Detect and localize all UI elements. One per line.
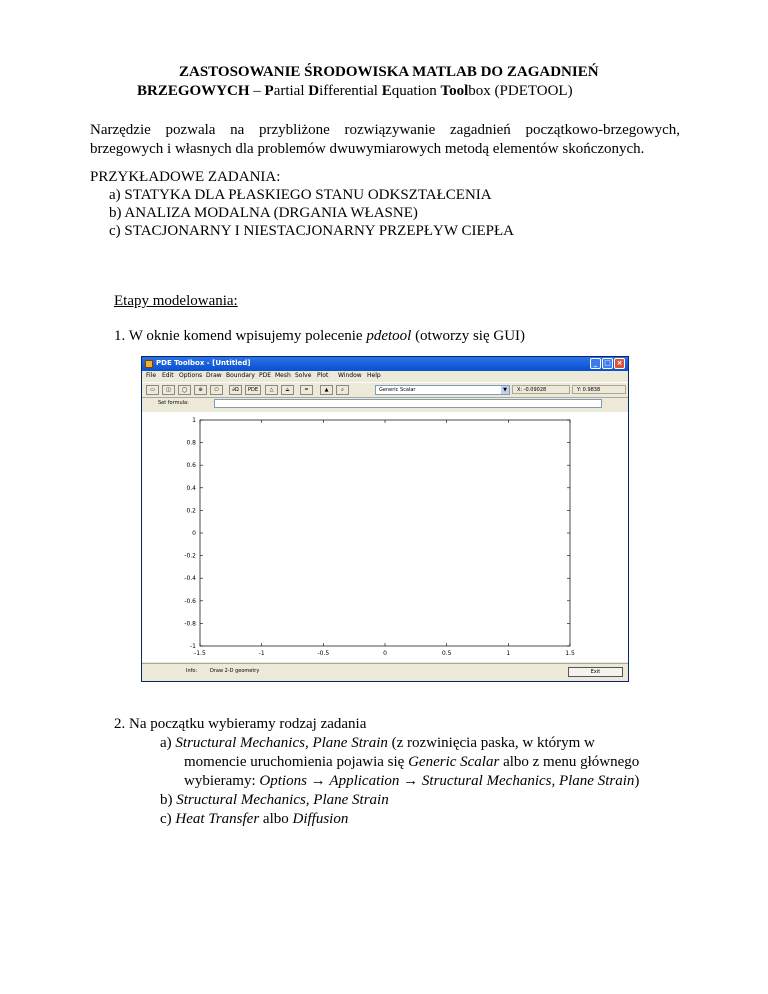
chevron-down-icon: ▼: [501, 386, 509, 394]
draw-centered-rectangle-icon[interactable]: ◫: [162, 385, 175, 395]
arrow-right-icon: →: [399, 773, 422, 789]
menu-mesh[interactable]: Mesh: [275, 372, 291, 379]
matlab-app-icon: [145, 360, 153, 368]
arrow-right-icon: →: [306, 773, 330, 789]
y-tick-label: 0.4: [186, 484, 196, 492]
menu-bar: [142, 371, 628, 381]
menu-options[interactable]: Options: [179, 372, 203, 379]
y-coordinate-readout: Y: 0.9838: [572, 385, 626, 394]
x-tick-label: -1: [258, 650, 265, 657]
window-title: PDE Toolbox - [Untitled]: [156, 359, 251, 367]
examples-heading: PRZYKŁADOWE ZADANIA:: [90, 169, 281, 185]
draw-polygon-icon[interactable]: ⬠: [210, 385, 223, 395]
window-titlebar: [142, 357, 628, 371]
menu-solve[interactable]: Solve: [295, 372, 312, 379]
y-tick-label: 0.8: [186, 439, 196, 447]
step-2-a-line-3: wybieramy: Options → Application → Structural Mechanics, Plane Strain): [184, 773, 640, 789]
menu-file[interactable]: File: [146, 372, 157, 379]
menu-pde[interactable]: PDE: [259, 372, 272, 379]
step-2-a-line-1: a) Structural Mechanics, Plane Strain (z rozwinięcia paska, w którym w: [160, 735, 595, 751]
init-mesh-icon[interactable]: △: [265, 385, 278, 395]
refine-mesh-icon[interactable]: ⟁: [281, 385, 294, 395]
x-tick-label: 0: [383, 650, 387, 657]
x-tick-label: 0.5: [441, 650, 452, 657]
draw-ellipse-icon[interactable]: ◯: [178, 385, 191, 395]
example-item-c: c) STACJONARNY I NIESTACJONARNY PRZEPŁYW CIEPŁA: [109, 223, 514, 239]
maximize-icon[interactable]: □: [602, 358, 613, 369]
pde-toolbox-window: [141, 356, 629, 682]
y-tick-label: -0.6: [184, 597, 196, 605]
pde-specification-button[interactable]: PDE: [245, 385, 261, 395]
exit-button[interactable]: Exit: [568, 667, 623, 677]
x-tick-label: -1.5: [194, 650, 206, 657]
intro-paragraph: Narzędzie pozwala na przybliżone rozwiązywanie zagadnień początkowo-brzegowych, brzegowych i własnych dla problemów dwuwymiarowych metodą elementów skończonych.: [90, 122, 680, 157]
x-tick-label: -0.5: [317, 650, 330, 657]
solve-pde-icon[interactable]: =: [300, 385, 313, 395]
y-tick-label: 0.6: [186, 462, 196, 470]
boundary-mode-icon[interactable]: ∂Ω: [229, 385, 242, 395]
step-2-b: b) Structural Mechanics, Plane Strain: [160, 792, 389, 808]
close-icon[interactable]: ×: [614, 358, 625, 369]
x-tick-label: 1: [506, 650, 511, 657]
step-2-a-line-2: momencie uruchomienia pojawia się Generic Scalar albo z menu głównego: [184, 754, 640, 770]
plot-solution-icon[interactable]: ▲: [320, 385, 333, 395]
status-bar: [142, 663, 628, 682]
menu-window[interactable]: Window: [338, 372, 362, 379]
application-mode-select[interactable]: Generic Scalar ▼: [375, 385, 510, 395]
y-tick-label: 0: [192, 530, 196, 537]
minimize-icon[interactable]: _: [590, 358, 601, 369]
y-tick-label: 1: [192, 417, 196, 424]
draw-rectangle-icon[interactable]: ▭: [146, 385, 159, 395]
step-2-c: c) Heat Transfer albo Diffusion: [160, 811, 349, 827]
y-tick-label: -0.2: [184, 552, 196, 560]
info-label: Info:: [186, 668, 198, 674]
plot-area[interactable]: [142, 412, 628, 662]
x-tick-label: 1.5: [565, 650, 575, 657]
axes-box: [200, 420, 570, 646]
title-line-1: ZASTOSOWANIE ŚRODOWISKA MATLAB DO ZAGADNIEŃ: [179, 64, 599, 80]
example-item-b: b) ANALIZA MODALNA (DRGANIA WŁASNE): [109, 205, 418, 221]
menu-boundary[interactable]: Boundary: [226, 372, 255, 379]
x-coordinate-readout: X: -0.09028: [512, 385, 570, 394]
title-line-2: BRZEGOWYCH – Partial Differential Equation Toolbox (PDETOOL): [137, 83, 573, 99]
set-formula-label: Set formula:: [158, 400, 189, 406]
y-tick-label: -0.8: [184, 620, 196, 628]
set-formula-input[interactable]: [214, 399, 602, 408]
stages-heading: Etapy modelowania:: [114, 293, 238, 309]
step-1: 1. W oknie komend wpisujemy polecenie pdetool (otworzy się GUI): [114, 328, 526, 344]
zoom-icon[interactable]: ⌕: [336, 385, 349, 395]
info-message: Draw 2-D geometry: [210, 668, 260, 674]
menu-plot[interactable]: Plot: [317, 372, 329, 379]
menu-draw[interactable]: Draw: [206, 372, 222, 379]
menu-edit[interactable]: Edit: [162, 372, 174, 379]
example-item-a: a) STATYKA DLA PŁASKIEGO STANU ODKSZTAŁCENIA: [109, 187, 492, 203]
menu-help[interactable]: Help: [367, 372, 381, 379]
step-2-heading: 2. Na początku wybieramy rodzaj zadania: [114, 716, 367, 732]
y-tick-label: 0.2: [186, 507, 196, 515]
y-tick-label: -0.4: [184, 575, 196, 583]
y-tick-label: -1: [190, 643, 196, 650]
formula-bar: [142, 397, 628, 411]
axes-plot[interactable]: [142, 412, 628, 662]
draw-centered-ellipse-icon[interactable]: ⊕: [194, 385, 207, 395]
